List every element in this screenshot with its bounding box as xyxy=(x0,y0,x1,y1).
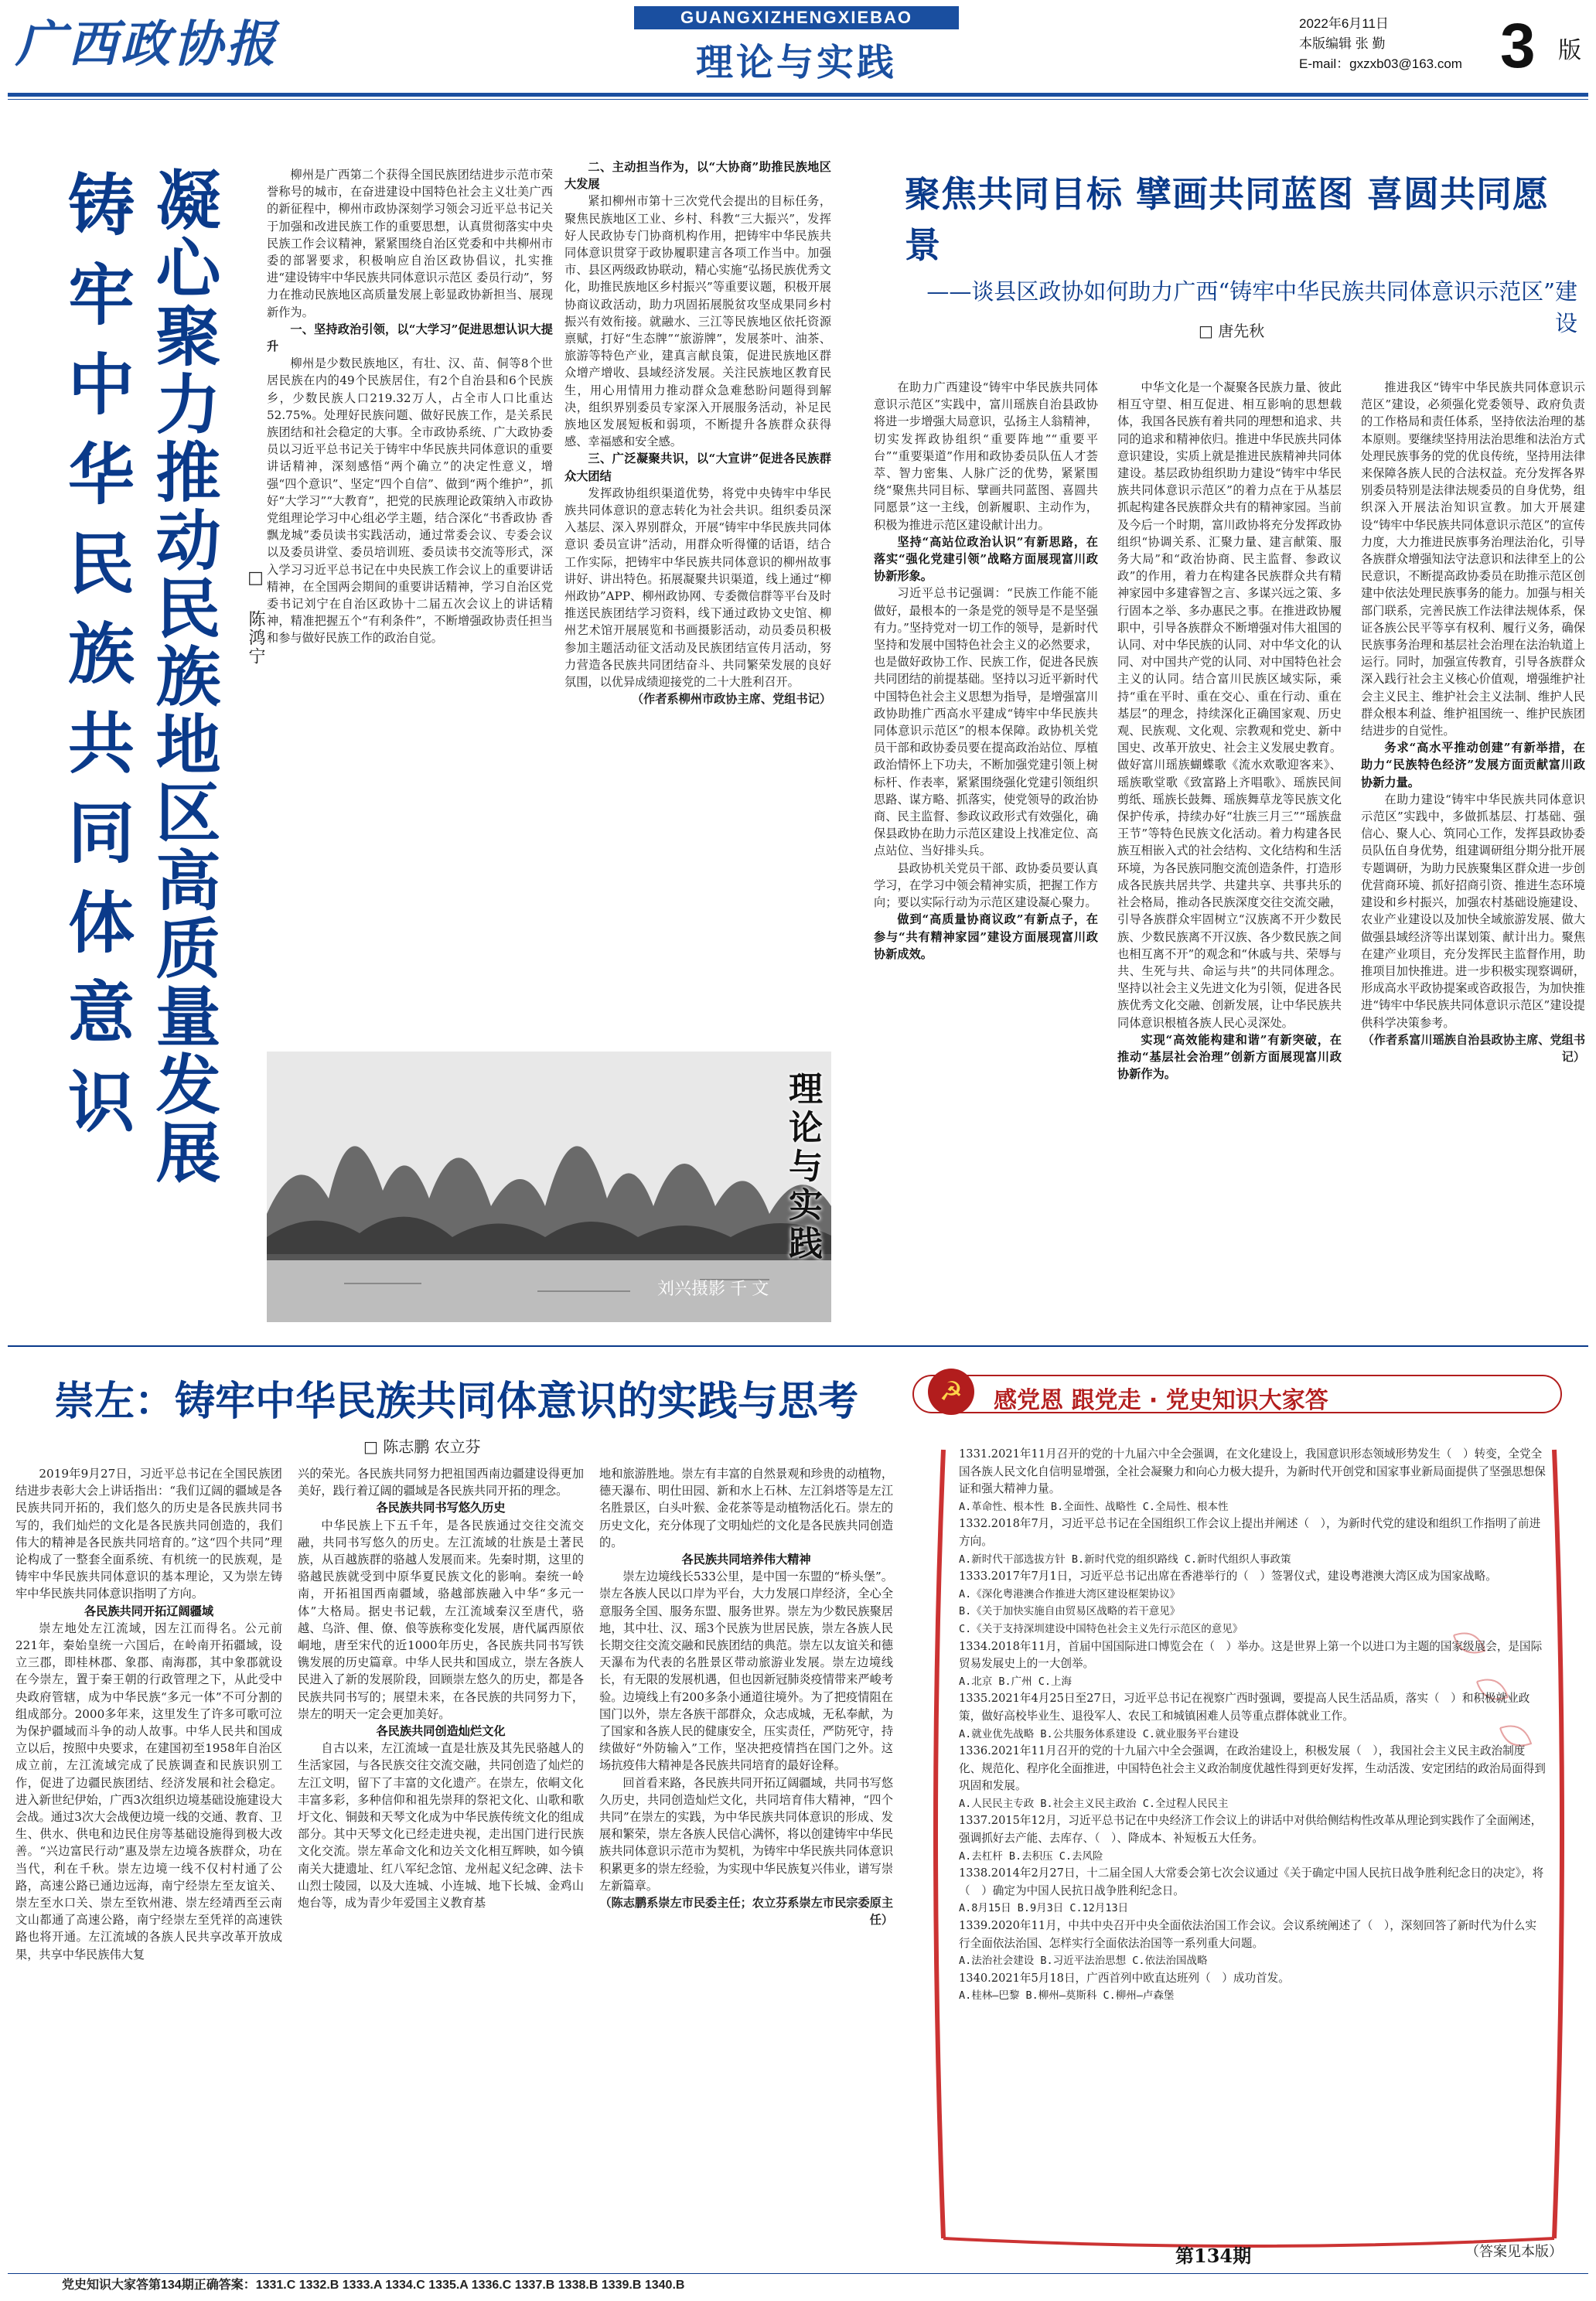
article3-column-3 xyxy=(599,1465,893,2269)
paragraph: 兴的荣光。各民族共同努力把祖国西南边疆建设得更加美好，践行着辽阔的疆域是各民族共同开拓的理念。 xyxy=(298,1467,584,1498)
paragraph: 柳州是广西第二个获得全国民族团结进步示范市荣誉称号的城市，在奋进建设中国特色社会主义壮美广西的新征程中，柳州市政协深刻学习领会习近平总书记关于加强和改进民族工作的重要思想，认真贯彻落实中央民族工作会议精神，紧紧围绕自治区党委和中共柳州市委的部署要求，积极响应自治区政协倡议，扎实推进“建设铸牢中华民族共同体意识示范区 委员行动”，努力在推动民族地区高质量发展上彰显政协新担当、展现新作为。 xyxy=(267,168,553,319)
paragraph: 习近平总书记强调：“民族工作能不能做好，最根本的一条是党的领导是不是坚强有力。”坚持党对一切工作的领导，是新时代坚持和发展中国特色社会主义的必然要求，也是做好政协工作、民族工作，促进各民族共同团结的前提基础。坚持以习近平新时代中国特色社会主义思想为指导，是增强富川政协助推广西高水平建成“铸牢中华民族共同体意识示范区”的根本保障。政协机关党员干部和政协委员要在提高政治站位、厚植政治情怀上下功夫，不断加强党建引领上树标杆、作表率，紧紧围绕强化党建引领组织思路、谋方略、抓落实，使党领导的政治协商、民主监督、参政议政形式有效强化，确保县政协在助力示范区建设上找准定位、高点站位、当好排头兵。 xyxy=(874,586,1098,858)
issue-date: 2022年6月11日 xyxy=(1299,16,1389,31)
article3-title: 崇左：铸牢中华民族共同体意识的实践与思考 xyxy=(54,1379,859,1425)
paragraph: 自古以来，左江流域一直是壮族及其先民骆越人的生活家园，与各民族交往交流交融，共同创造了灿烂的左江文明，留下了丰富的文化遗产。在崇左，依峒文化丰富多彩，多种信仰和祖先崇拜的祭祀文化、山歌和歌圩文化、铜鼓和天琴文化成为中华民族传统文化的组成部分。其中天琴文化已经走进央视，走出国门进行民族文化交流。崇左革命文化和边关文化相互辉映，如今镇南关大捷遗址、红八军纪念馆、龙州起义纪念碑、法卡山烈士陵园，以及大连城、小连城、地下长城、金鸡山炮台等，成为青少年爱国主义教育基 xyxy=(298,1741,584,1911)
quiz-options: A.革命性、根本性 B.全面性、战略性 C.全局性、根本性 xyxy=(959,1500,1229,1513)
masthead-rule xyxy=(8,93,1588,97)
section-heading: 一、坚持政治引领，以“大学习”促进思想认识大提升 xyxy=(267,322,553,354)
article2-byline: □ 唐先秋 xyxy=(1199,322,1265,340)
paragraph: 回首看来路，各民族共同开拓辽阔疆域，共同书写悠久历史，共同创造灿烂文化，共同培育伟大精神，“四个共同”在崇左的实践，为中华民族共同体意识的形成、发展和繁荣，崇左各族人民信心满怀，将以创建铸牢中华民族共同体意识示范市为契机，为铸牢中华民族共同体意识积累更多的崇左经验，为实现中华民族复兴伟业，谱写崇左新篇章。 xyxy=(599,1775,893,1893)
article2-subtitle: ——谈县区政协如何助力广西“铸牢中华民族共同体意识示范区”建设 xyxy=(926,278,1577,336)
paragraph: 推进我区“铸牢中华民族共同体意识示范区”建设，必须强化党委领导、政府负责的工作格局和责任体系，坚持依法治理的基本原则。要继续坚持用法治思维和法治方式处理民族事务的党的优良传统，坚持用法律来保障各族人民的合法权益。充分发挥各界别委员特别是法律法规委员的自身优势，组织深入开展法治知识宣教。加大开展建设“铸牢中华民族共同体意识示范区”的宣传力度，大力推进民族事务治理法治化，引导各族群众增强知法守法意识和法律至上的公民意识，不断提高政协委员在助推示范区创建中依法处理民族事务的能力。加强与相关部门联系，完善民族工作法律法规体系，保证各族公民平等享有权利、履行义务，确保民族事务治理和基层社会治理在法治轨道上运行。同时，加强宣传教育，引导各族群众深入践行社会主义核心价值观，增强维护社会主义民主、维护社会主义法制、维护人民群众根本利益、维护祖国统一、维护民族团结进步的自觉性。 xyxy=(1361,380,1585,738)
quiz-options: A.人民民主专政 B.社会主义民主政治 C.全过程人民民主 xyxy=(959,1797,1229,1810)
page-suffix: 版 xyxy=(1558,37,1581,64)
paragraph: 中华文化是一个凝聚各民族力量、彼此相互守望、相互促进、相互影响的思想载体，我国各民族有着共同的理想和追求、共同的追求和精神依归。推进中华民族共同体意识建设，实质上就是推进民族精神共同体建设。基层政协组织助力建设“铸牢中华民族共同体意识示范区”的着力点在于从基层抓起构建各民族群众共有的精神家园。当前及今后一个时期，富川政协将充分发挥政协组织“协调关系、汇聚力量、建言献策、服务大局”和“政治协商、民主监督、参政议政”的作用，着力在构建各民族群众共有精神家园中多建睿智之言、多谋兴远之策、多行固本之举、多办惠民之事。在推进政协履职中，引导各族群众不断增强对伟大祖国的认同、对中华民族的认同、对中华文化的认同、对中国共产党的认同、对中国特色社会主义的认同。结合富川民族区域实际，乘持“重在平时、重在交心、重在行动、重在基层”的理念，持续深化正确国家观、历史观、民族观、文化观、宗教观和党史、新中国史、改革开放史、社会主义发展史教育。做好富川瑶族蝴蝶歌《流水欢歌迎客来》、瑶族歌堂歌《致富路上齐唱歌》、瑶族民间剪纸、瑶族长鼓舞、瑶族舞草龙等民族文化保护传承，持续办好“壮族三月三”“瑶族盘王节”等特色民族文化活动。着力构建各民族互相嵌入式的社会结构、文化结构和生活环境，为各民族同胞交流创造条件，打造形成各民族共居共学、共建共享、共事共乐的社会格局，推动各民族深度交往交流交融，引导各族群众牢固树立“汉族离不开少数民族、少数民族离不开汉族、各少数民族之间也相互离不开”的观念和“休戚与共、荣辱与共、生死与共、命运与共”的共同体理念。坚持以社会主义先进文化为引领，促进各民族优秀文化交融、创新发展，让中华民族共同体意识根植各族人民心灵深处。 xyxy=(1117,380,1342,1030)
section-heading: 各民族共同开拓辽阔疆域 xyxy=(84,1604,214,1618)
quiz-question: 1337.2015年12月，习近平总书记在中央经济工作会议上的讲话中对供给侧结构性改革从理论到实践作了全面阐述，强调抓好去产能、去库存、（ ）、降成本、补短板五大任务。 xyxy=(959,1814,1543,1846)
section-heading: 务求“高水平推动创建”有新举措，在助力“民族特色经济”发展方面贡献富川政协新力量。 xyxy=(1361,741,1585,789)
quiz-question: 1333.2017年7月1日，习近平总书记出席在香港举行的（ ）签署仪式，建设粤港澳大湾区成为国家战略。 xyxy=(959,1570,1497,1583)
quiz-question: 1339.2020年11月，中共中央召开中央全面依法治国工作会议。会议系统阐述了（ ），深刻回答了新时代为什么实行全面依法治国、怎样实行全面依法治国等一系列重大问题。 xyxy=(959,1919,1536,1950)
quiz-question: 1334.2018年11月，首届中国国际进口博览会在（ ）举办。这是世界上第一个以进口为主题的国家级展会，是国际贸易发展史上的一大创举。 xyxy=(959,1639,1543,1671)
quiz-options: A.8月15日 B.9月3日 C.12月13日 xyxy=(959,1902,1129,1915)
answer-footer: 党史知识大家答第134期正确答案：1331.C 1332.B 1333.A 1334.C 1335.A 1336.C 1337.B 1338.B 1339.B 1340.B xyxy=(8,2273,1588,2296)
section-heading: 做到“高质量协商议政”有新点子，在参与“共有精神家园”建设方面展现富川政协新成效。 xyxy=(874,912,1098,961)
issue-meta xyxy=(1299,14,1508,74)
author-note: （作者系柳州市政协主席、党组书记） xyxy=(631,692,831,707)
masthead-rule-thin xyxy=(8,99,1588,100)
paragraph: 发挥政协组织渠道优势，将党中央铸牢中华民族共同体意识的意志转化为社会共识。组织委员深入基层、深入界别群众，开展“铸牢中华民族共同体意识 委员宣讲”活动，用群众听得懂的话语，结合工作实际，把铸牢中华民族共同体意识的柳州故事讲好、讲出特色。拓展凝聚共识渠道，线上通过“柳州政协”APP、柳州政协网、专委微信群等平台及时推送民族团结学习资料，线下通过政协文史馆、柳州艺术馆开展展览和书画摄影活动，动员委员积极参加主题活动征文活动及民族团结宣传月活动，努力营造各民族共同团结奋斗、共同繁荣发展的良好氛围，以优异成绩迎接党的二十大胜利召开。 xyxy=(564,486,831,690)
section-heading: 二、主动担当作为，以“大协商”助推民族地区大发展 xyxy=(564,160,831,192)
quiz-questions xyxy=(959,1446,1547,2005)
quiz-title: 感党恩 跟党走 · 党史知识大家答 xyxy=(994,1387,1328,1414)
quiz-question: 1340.2021年5月18日，广西首列中欧直达班列（ ）成功首发。 xyxy=(959,1971,1290,1985)
quiz-options: A.北京 B.广州 C.上海 xyxy=(959,1675,1073,1688)
article3-byline: □ 陈志鹏 农立芬 xyxy=(363,1437,481,1456)
article1-column-1 xyxy=(267,166,553,1040)
article3-column-2 xyxy=(298,1465,584,2269)
section-heading: 各民族共同培养伟大精神 xyxy=(681,1553,811,1567)
page-number: 3 xyxy=(1500,11,1536,81)
article1-column-2 xyxy=(564,159,831,1044)
party-emblem-icon: ☭ xyxy=(928,1369,974,1415)
newspaper-logo: 广西政协报 xyxy=(15,15,278,73)
quiz-options: C.《关于支持深圳建设中国特色社会主义先行示范区的意见》 xyxy=(959,1622,1243,1635)
quiz-options: A.法治社会建设 B.习近平法治思想 C.依法治国战略 xyxy=(959,1955,1208,1968)
section-heading: 坚持“高站位政治认识”有新思路，在落实“强化党建引领”战略方面展现富川政协新形象。 xyxy=(874,534,1098,584)
paragraph: 柳州是少数民族地区，有壮、汉、苗、侗等8个世居民族在内的49个民族居住，有2个自治县和6个民族乡，少数民族人口219.32万人，占全市人口比重达52.75%。处理好民族问题、做好民族工作，是关系民族团结和社会稳定的大事。全市政协系统、广大政协委员以习近平总书记关于铸牢中华民族共同体意识的重要讲话精神，深刻感悟“两个确立”的决定性意义，增强“四个意识”、坚定“四个自信”、做到“两个维护”，抓好“大学习”“大教育”，把党的民族理论政策纳入市政协党组理论学习中心组必学主题，结合深化“书香政协 香飘龙城”委员读书实践活动，通过常委会议、专委会议以及委员讲堂、委员培训班、委员读书交流等形式，深入学习习近平总书记在中央民族工作会议上的重要讲话精神，在全国两会期间的重要讲话精神，学习自治区党委书记刘宁在自治区政协十二届五次会议上的讲话精神，精准把握五个“有利条件”，不断增强政协责任担当和参与做好民族工作的政治自觉。 xyxy=(267,356,553,646)
section-heading: 各民族共同创造灿烂文化 xyxy=(376,1724,506,1739)
quiz-options: A.《深化粤港澳合作推进大湾区建设框架协议》 xyxy=(959,1587,1181,1600)
photo-credit: 刘兴摄影 千 文 xyxy=(657,1279,769,1298)
quiz-issue-number: 第134期 xyxy=(1175,2245,1252,2267)
article1-byline: □ 陈鸿宁 xyxy=(246,568,265,666)
quiz-question: 1336.2021年11月召开的党的十九届六中全会强调，在政治建设上，积极发展（ ），我国社会主义民主政治制度化、规范化、程序化全面推进，中国特色社会主义政治制度优越性得到更好发挥，生动活泼、安定团结的政治局面得到巩固和发展。 xyxy=(959,1744,1546,1793)
paragraph: 县政协机关党员干部、政协委员要认真学习，在学习中领会精神实质，把握工作方向；要以实际行动为示范区建设凝心聚力。 xyxy=(874,861,1098,910)
article1-title-a: 铸牢中华民族共同体意识 xyxy=(56,170,134,1157)
article2-title: 聚焦共同目标 擘画共同蓝图 喜圆共同愿景 xyxy=(905,173,1550,266)
paragraph: 崇左地处左江流域，因左江而得名。公元前221年，秦始皇统一六国后，在岭南开拓疆域，设立三郡，即桂林郡、象郡、南海郡，其中象郡就设在今崇左，置于秦王朝的行政管理之下，从此受中央政府管辖，成为中华民族“多元一体”不可分割的组成部分。2000多年来，这里发生了许多可歌可泣为保护疆域而斗争的动人故事。中华人民共和国成立以后，按照中央要求，在建国初至1958年自治区成立前，左江流域完成了民族调查和民族识别工作，促进了边疆民族团结、经济发展和社会稳定。进入新世纪伊始，广西3次组织边境基础设施建设大会战。通过3次大会战便边境一线的交通、教育、卫生、供水、供电和边民住房等基础设施得到极大改善。“兴边富民行动”惠及崇左边境各族群众，功在当代，利在千秋。崇左边境一线不仅村村通了公路，高速公路已通边远海，南宁经崇左至友谊关、崇左至水口关、崇左至钦州港、崇左经靖西至云南文山都通了高速公路，南宁经崇左至凭祥的高速铁路也将开通。左江流域的各族人民共享改革开放成果，共享中华民族伟大复 xyxy=(15,1621,282,1962)
article3-column-1 xyxy=(15,1465,282,2269)
quiz-options: A.去杠杆 B.去积压 C.去风险 xyxy=(959,1849,1103,1863)
section-divider xyxy=(8,1345,1588,1347)
author-note: （陈志鹏系崇左市民委主任；农立芬系崇左市民宗委原主任） xyxy=(599,1896,893,1928)
masthead-pinyin: GUANGXIZHENGXIEBAO xyxy=(634,6,959,29)
quiz-options: B.《关于加快实施自由贸易区战略的若干意见》 xyxy=(959,1605,1181,1618)
author-note: （作者系富川瑶族自治县政协主席、党组书记） xyxy=(1362,1032,1585,1064)
article2-column-1 xyxy=(874,379,1098,1322)
issue-editor: 本版编辑 张 勤 xyxy=(1299,36,1386,51)
article2-column-3 xyxy=(1361,379,1585,1322)
section-heading: 实现“高效能构建和谐”有新突破，在推动“基层社会治理”创新方面展现富川政协新作为。 xyxy=(1117,1032,1342,1082)
quiz-question: 1331.2021年11月召开的党的十九届六中全会强调，在文化建设上，我国意识形态领域形势发生（ ）转变，全党全国各族人民文化自信明显增强，全社会凝聚力和向心力极大提升，为新时代开创党和国家事业新局面提供了坚强思想保证和强大精神力量。 xyxy=(959,1447,1546,1496)
paragraph: 紧扣柳州市第十三次党代会提出的目标任务，聚焦民族地区工业、乡村、科教“三大振兴”，发挥好人民政协专门协商机构作用，把铸牢中华民族共同体意识贯穿于政协履职建言各项工作当中。加强市、县区两级政协联动，精心实施“弘扬民族优秀文化，助推民族地区乡村振兴”等重要议题，积极开展协商议政活动，助力巩固拓展脱贫攻坚成果同乡村振兴有效衔接。就融水、三江等民族地区依托资源禀赋，打好“生态牌”“旅游牌”，发展茶叶、油茶、旅游等特色产业，建真言献良策，促进民族地区群众增产增收、县域经济发展。关注民族地区教育民生，用心用情用力推动群众急难愁盼问题得到解决，组织界别委员专家深入开展服务活动，补足民族地区发展短板和弱项，不断提升各族群众获得感、幸福感和安全感。 xyxy=(564,194,831,449)
issue-email: E-mail：gxzxb03@163.com xyxy=(1299,56,1462,71)
paragraph: 在助力建设“铸牢中华民族共同体意识示范区”实践中，多做抓基层、打基础、强信心、聚人心、筑同心工作，发挥县政协委员队伍自身优势，组建调研组分期分批开展专题调研，为助力民族聚集区群众进一步创优营商环境、抓好招商引资、推进生态环境建设和乡村振兴，加强农村基础设施建设、农业产业建设以及加快全域旅游发展、做大做强县域经济等出谋划策、献计出力。聚焦在建产业项目，充分发挥民主监督作用，助推项目加快推进。进一步积极实现察调研，形成高水平政协提案或咨政报告，为加快推进“铸牢中华民族共同体意识示范区”建设提供科学决策参考。 xyxy=(1361,792,1585,1030)
article1-title-b: 凝心聚力推动民族地区高质量发展 xyxy=(145,166,221,1187)
quiz-question: 1338.2014年2月27日，十二届全国人大常委会第七次会议通过《关于确定中国人民抗日战争胜利纪念日的决定》，将（ ）确定为中国人民抗日战争胜利纪念日。 xyxy=(959,1866,1544,1897)
article2-column-2 xyxy=(1117,379,1342,1322)
section-heading: 三、广泛凝聚共识，以“大宣讲”促进各民族群众大团结 xyxy=(564,452,831,483)
section-heading: 各民族共同书写悠久历史 xyxy=(376,1501,506,1515)
quiz-options: A.桂林—巴黎 B.柳州—莫斯科 C.柳州—卢森堡 xyxy=(959,1989,1175,2003)
paragraph: 崇左边境线长533公里，是中国一东盟的“桥头堡”。崇左各族人民以口岸为平台，大力发展口岸经济，全心全意服务全国、服务东盟、服务世界。崇左为少数民族聚居地，其中壮、汉、瑶3个民族为世居民族，崇左各族人民长期交往交流交融和民族团结的典范。崇左以友谊关和德天瀑布为代表的名胜景区带动旅游业发展。崇左边境线长，有无限的发展机遇，但也因新冠肺炎疫情带来严峻考验。边境线上有200多条小通道往境外。为了把疫情阻在国门以外，崇左各族干部群众，众志成城，无私奉献，为了国家和各族人民的健康安全，压实责任，严防死守，持续做好“外防输入”工作，坚决把疫情挡在国门之外。这场抗疫伟大精神是各民族共同培育的最好诠释。 xyxy=(599,1570,893,1773)
paragraph: 地和旅游胜地。崇左有丰富的自然景观和珍贵的动植物，德天瀑布、明仕田园、新和水上石林、左江斜塔等是左江名胜景区，白头叶猴、金花茶等是动植物活化石。崇左的历史文化，充分体现了文明灿烂的文化是各民族共同创造的。 xyxy=(599,1467,893,1549)
paragraph: 在助力广西建设“铸牢中华民族共同体意识示范区”实践中，富川瑶族自治县政协将进一步增强大局意识，弘扬主人翁精神，切实发挥政协组织“重要阵地”“重要平台”“重要渠道”作用和政协委员队伍人才荟萃、智力密集、人脉广泛的优势，紧紧围绕“聚焦共同目标、擘画共同蓝图、喜圆共同愿景”这一主线，创新履职、主动作为，积极为推进示范区建设献计出力。 xyxy=(874,380,1098,532)
quiz-answer-note: （答案见本版） xyxy=(1465,2244,1563,2260)
paragraph: 中华民族上下五千年，是各民族通过交往交流交融，共同书写悠久的历史。左江流域的壮族是土著民族，从百越族群的骆越人发展而来。先秦时期，这里的骆越民族就受到中原华夏民族文化的影响。秦统一岭南，开拓祖国西南疆域，骆越部族融入中华“多元一体”大格局。据史书记载，左江流域秦汉至唐代，骆越、乌浒、俚、僚、俍等族称变化发展，唐代属西原依峒地，唐至宋代的近1000年历史，各民族共同书写铁镌发展的历史篇章。中华人民共和国成立，崇左各族人民进入了新的发展阶段，回顾崇左悠久的历史，都是各民族共同书写的；展望未来，在各民族的共同努力下，崇左的明天一定会更加美好。 xyxy=(298,1518,584,1721)
quiz-question: 1332.2018年7月，习近平总书记在全国组织工作会议上提出并阐述（ ），为新时代党的建设和组织工作指明了前进方向。 xyxy=(959,1517,1541,1548)
photo-section-tag: 理论与实践 xyxy=(783,1071,822,1264)
quiz-options: A.新时代干部选拔方针 B.新时代党的组织路线 C.新时代组织人事政策 xyxy=(959,1553,1291,1566)
quiz-options: A.就业优先战略 B.公共服务体系建设 C.就业服务平台建设 xyxy=(959,1727,1240,1740)
paragraph: 2019年9月27日，习近平总书记在全国民族团结进步表彰大会上讲话指出：“我们辽阔的疆域是各民族共同开拓的，我们悠久的历史是各民族共同书写的，我们灿烂的文化是各民族共同创造的，我们伟大的精神是各民族共同培育的。”这“四个共同”理论构成了一整套全面系统、有机统一的民族观，是铸牢中华民族共同体意识的基本理论，又为崇左铸牢中华民族共同体意识指明了方向。 xyxy=(15,1467,282,1601)
section-title: 理论与实践 xyxy=(695,41,897,84)
quiz-question: 1335.2021年4月25日至27日，习近平总书记在视察广西时强调，要提高人民生活品质，落实（ ）和积极就业政策，做好高校毕业生、退役军人、农民工和城镇困难人员等重点群体就业工作。 xyxy=(959,1692,1530,1723)
